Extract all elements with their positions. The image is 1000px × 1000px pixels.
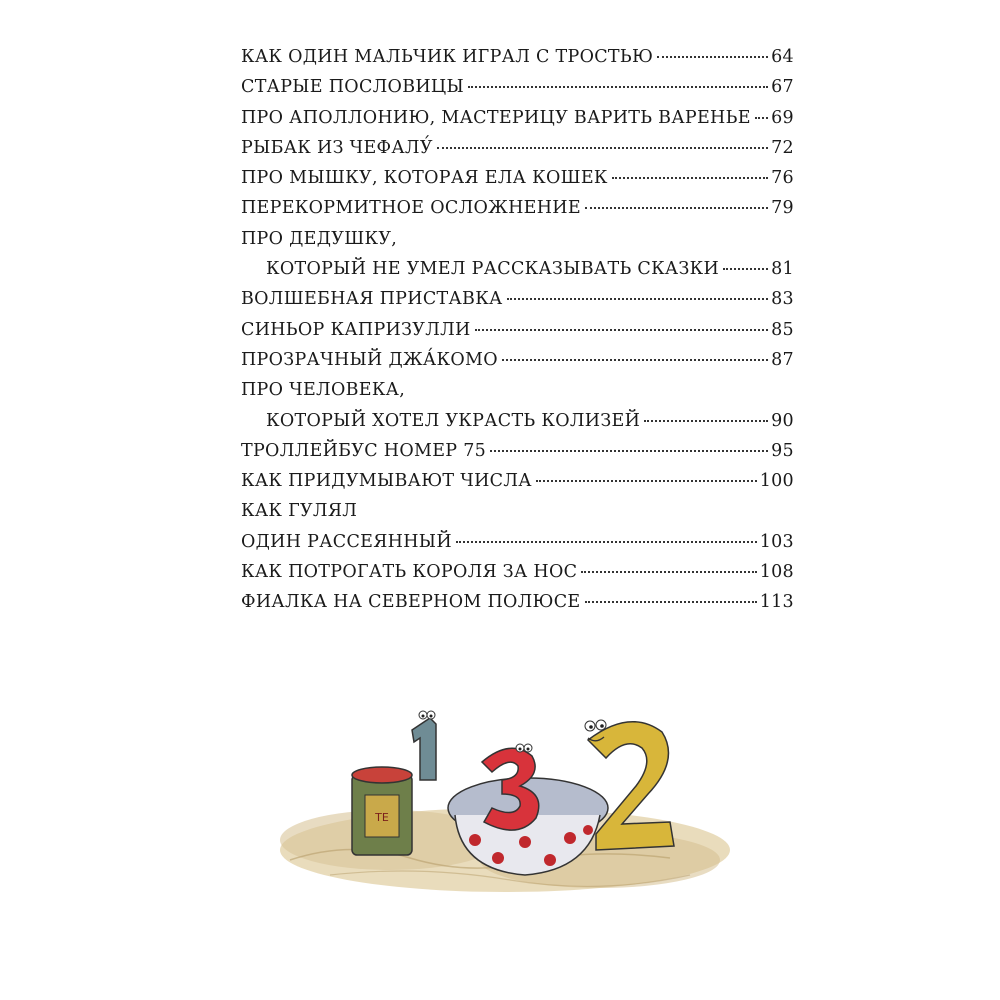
toc-entry	[241, 557, 794, 587]
toc-entry-line	[241, 72, 794, 102]
can-label: ТЕ	[375, 811, 389, 824]
toc-entry-line	[241, 224, 794, 254]
dot-leader	[585, 601, 757, 603]
toc-entry	[241, 72, 794, 102]
toc-entry	[241, 133, 794, 163]
toc-entry	[241, 375, 794, 436]
toc-page-number: 108	[759, 562, 794, 583]
toc-entry-title: ПРО МЫШКУ, КОТОРАЯ ЕЛА КОШЕК	[241, 168, 608, 189]
dot-leader	[502, 359, 768, 361]
toc-entry-line	[241, 163, 794, 193]
dot-leader	[468, 86, 768, 88]
toc-entry-line	[241, 42, 794, 72]
toc-entry-line	[241, 254, 794, 284]
toc-entry-title: КАК ОДИН МАЛЬЧИК ИГРАЛ С ТРОСТЬЮ	[241, 47, 654, 67]
toc-entry-title: КАК ПРИДУМЫВАЮТ ЧИСЛА	[241, 471, 532, 492]
toc-entry	[241, 466, 794, 496]
toc-entry	[241, 587, 794, 617]
toc-entry-title: ТРОЛЛЕЙБУС НОМЕР 75	[241, 440, 487, 461]
toc-page-number: 95	[771, 440, 794, 461]
dot-leader	[612, 177, 768, 179]
toc-entry-title: ПРО ЧЕЛОВЕКА,	[241, 380, 406, 401]
dot-leader	[475, 329, 769, 331]
toc-entry-title: КАК ГУЛЯЛ	[241, 501, 358, 522]
toc-page-number: 83	[771, 289, 794, 310]
toc-page-number: 90	[771, 410, 794, 431]
toc-page-number: 79	[771, 198, 794, 219]
dot-leader	[644, 420, 768, 422]
toc-entry-line	[241, 436, 794, 466]
dot-leader	[657, 56, 768, 58]
toc-entry	[241, 436, 794, 466]
toc-entry-line	[241, 133, 794, 163]
toc-entry-title: ПРО АПОЛЛОНИЮ, МАСТЕРИЦУ ВАРИТЬ ВАРЕНЬЕ	[241, 107, 751, 128]
toc-entry	[241, 103, 794, 133]
toc-page-number: 100	[759, 471, 794, 492]
toc-entry-title: ПЕРЕКОРМИТНОЕ ОСЛОЖНЕНИЕ	[241, 198, 581, 219]
toc-entry-title: КОТОРЫЙ НЕ УМЕЛ РАССКАЗЫВАТЬ СКАЗКИ	[266, 259, 720, 280]
toc-entry-title: КАК ПОТРОГАТЬ КОРОЛЯ ЗА НОС	[241, 562, 578, 583]
dot-leader	[490, 450, 768, 452]
dot-leader	[723, 268, 768, 270]
toc-entry-line	[241, 557, 794, 587]
table-of-contents	[241, 42, 794, 618]
digit-two-character	[585, 720, 674, 850]
dot-leader	[437, 147, 768, 149]
toc-page-number: 72	[771, 137, 794, 158]
toc-entry-title: РЫБАК ИЗ ЧЕФАЛУ́	[241, 137, 433, 158]
toc-entry	[241, 284, 794, 314]
toc-entry	[241, 345, 794, 375]
toc-entry-title: ВОЛШЕБНАЯ ПРИСТАВКА	[241, 289, 503, 310]
toc-page-number: 113	[759, 592, 794, 613]
toc-entry-title: ФИАЛКА НА СЕВЕРНОМ ПОЛЮСЕ	[241, 592, 581, 613]
toc-entry-title: СИНЬОР КАПРИЗУЛЛИ	[241, 319, 471, 340]
toc-entry	[241, 315, 794, 345]
toc-entry-line	[241, 193, 794, 223]
tin-can	[352, 767, 412, 855]
toc-entry	[241, 163, 794, 193]
dot-leader	[585, 207, 768, 209]
dot-leader	[755, 117, 768, 119]
toc-entry-line	[241, 315, 794, 345]
toc-page-number: 85	[771, 319, 794, 340]
numbers-illustration	[270, 690, 730, 900]
toc-entry	[241, 193, 794, 223]
toc-page-number: 76	[771, 168, 794, 189]
toc-entry-title: КОТОРЫЙ ХОТЕЛ УКРАСТЬ КОЛИЗЕЙ	[266, 410, 641, 431]
toc-entry-line	[241, 284, 794, 314]
toc-entry-line	[241, 587, 794, 617]
toc-entry-line	[241, 466, 794, 496]
toc-page-number: 64	[771, 47, 794, 67]
dot-leader	[536, 480, 757, 482]
toc-entry	[241, 224, 794, 285]
toc-entry	[241, 42, 794, 72]
toc-entry-line	[241, 375, 794, 405]
toc-entry	[241, 496, 794, 557]
toc-page-number: 67	[771, 77, 794, 98]
toc-page-number: 69	[771, 107, 794, 128]
toc-page-number: 103	[759, 531, 794, 552]
toc-entry-line	[241, 527, 794, 557]
dot-leader	[456, 541, 757, 543]
toc-page-number: 81	[771, 259, 794, 280]
digit-one-character	[412, 711, 436, 780]
toc-entry-line	[241, 406, 794, 436]
toc-entry-line	[241, 496, 794, 526]
dot-leader	[507, 298, 769, 300]
dot-leader	[581, 571, 756, 573]
toc-entry-title: ПРО ДЕДУШКУ,	[241, 228, 398, 249]
toc-entry-line	[241, 103, 794, 133]
toc-entry-title: ПРОЗРАЧНЫЙ ДЖА́КОМО	[241, 349, 498, 370]
toc-page-number: 87	[771, 349, 794, 370]
toc-entry-title: ОДИН РАССЕЯННЫЙ	[241, 531, 452, 552]
toc-entry-title: СТАРЫЕ ПОСЛОВИЦЫ	[241, 77, 464, 98]
toc-entry-line	[241, 345, 794, 375]
